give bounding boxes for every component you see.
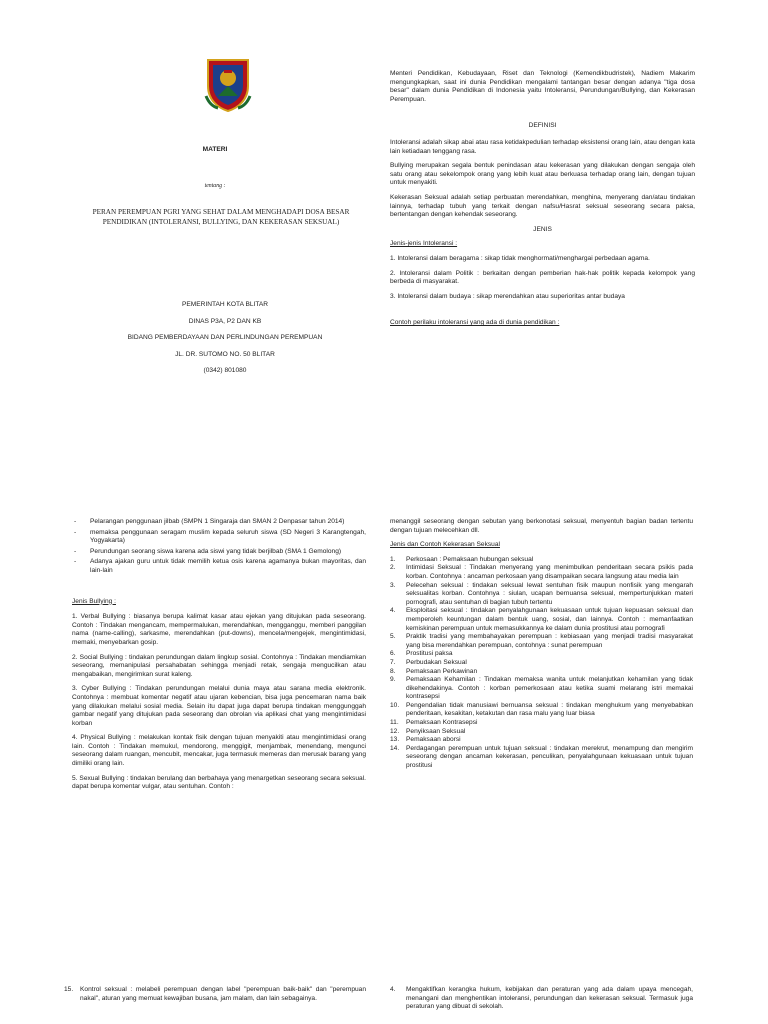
list-item: 12. Penyiksaan Seksual: [390, 727, 466, 735]
sexual-bullying-continued: menanggil seseorang dengan sebutan yang berkonotasi seksual, menyentuh bagian badan tertentu dengan tujuan melecehkan dll.: [390, 518, 693, 534]
org-line: BIDANG PEMBERDAYAAN DAN PERLINDUNGAN PEREMPUAN: [127, 334, 323, 342]
bullying-item: 4. Physical Bullying : melakukan kontak fisik dengan tujuan menyakiti atau mengintimidasi orang lain. Contoh : Tindakan memukul, mendorong, menggigit, menjambak, menendang, mengunci seseorang dalam ruangan, mencubit, mencakar, juga termasuk memeras dan merusak barang yang dimiliki orang lain.: [72, 734, 366, 768]
list-item: 14. Perdagangan perempuan untuk tujuan seksual : tindakan merekrut, menampung dan mengirim seseorang dengan ancaman kekerasan, penculikan, penyalahgunaan kekuasaan untuk tujuan prostitusi: [390, 744, 693, 770]
definisi-intoleransi: Intoleransi adalah sikap abai atau rasa ketidakpedulian terhadap eksistensi orang lain, atau dengan kata lain ketiadaan tenggang rasa.: [390, 138, 695, 155]
cover: [70, 50, 380, 390]
page2-right-column: [390, 518, 693, 771]
list-item: 4. Mengaktifkan kerangka hukum, kebijakan dan peraturan yang ada dalam upaya mencegah, menangani dan menghentikan intoleransi, perundungan dan kekerasan seksual. Termasuk juga peraturan yang dibuat di sekolah.: [390, 986, 693, 1011]
jenis-intoleransi-item: 3. Intoleransi dalam budaya : sikap merendahkan atau superioritas antar budaya: [390, 292, 625, 300]
list-item: 9. Pemaksaan Kehamilan : Tindakan memaksa wanita untuk melanjutkan kehamilan yang tidak dikehendakinya. Contoh : korban pemerkosaan atau ketika suami melarang istri memakai kontrasepsi: [390, 676, 693, 701]
list-item: - Perundungan seorang siswa karena ada siswi yang tidak berjilbab (SMA 1 Gemolong): [72, 548, 366, 557]
page3-left-column: [64, 986, 366, 1003]
materi-label: MATERI: [202, 146, 228, 153]
list-item: 8. Pemaksaan Perkawinan: [390, 667, 478, 675]
jenis-intoleransi-item: 2. Intoleransi dalam Politik : berkaitan dengan pemberian hak-hak politik kepada kelompok yang berbeda di masyarakat.: [390, 269, 695, 286]
list-item: 7. Perbudakan Seksual: [390, 658, 467, 666]
definisi-bullying: Bullying merupakan segala bentuk penindasan atau kekerasan yang dilakukan dengan sengaja oleh satu orang atau sekelompok orang yang lebih kuat atau berkuasa terhadap orang lain, dengan tujuan untuk menyakiti.: [390, 162, 695, 187]
contoh-intoleransi-title: Contoh perilaku intoleransi yang ada di dunia pendidikan :: [390, 319, 560, 327]
list-item: 5. Praktik tradisi yang membahayakan perempuan : kebiasaan yang menjadi tradisi masyarakat yang bisa merendahkan perempuan, contohnya : sunat perempuan: [390, 633, 693, 649]
list-item: 4. Eksploitasi seksual : tindakan penyalahgunaan kekuasaan untuk tujuan kepuasan seksual dan memperoleh keuntungan dalam bentuk uang, sosial, dan lainnya. Contoh : memanfaatkan kemiskinan perempuan untuk memasukkannya ke dalam dunia prostitusi atau pornografi: [390, 607, 693, 632]
list-item: 13. Pemaksaan aborsi: [390, 736, 461, 744]
page1-right-column: [390, 70, 695, 328]
list-item: - Pelarangan penggunaan jilbab (SMPN 1 Singaraja dan SMAN 2 Denpasar tahun 2014): [72, 518, 366, 527]
kekerasan-seksual-list: [390, 556, 693, 771]
bullying-item: 2. Social Bullying : tindakan perundungan dalam lingkup sosial. Contohnya : Tindakan mendiamkan seseorang, memanipulasi persahabatan sehingga menjadi retak, sengaja mengucilkan atau mengabaikan, mengirimkan surat kaleng.: [72, 653, 366, 678]
definisi-heading: DEFINISI: [528, 122, 557, 130]
jenis-intoleransi-title: Jenis-jenis Intoleransi :: [390, 240, 458, 248]
page2-left-column: [72, 518, 366, 798]
tentang-label: tentang :: [204, 183, 226, 189]
org-block: [70, 301, 380, 376]
page3-right-column: [390, 986, 693, 1012]
list-item: - Adanya ajakan guru untuk tidak memilih ketua osis karena agamanya bukan mayoritas, dan lain-lain: [72, 558, 366, 575]
org-line: DINAS P3A, P2 DAN KB: [188, 317, 262, 325]
blitar-emblem-logo: [204, 56, 252, 112]
definisi-kekerasan-seksual: Kekerasan Seksual adalah setiap perbuatan merendahkan, menghina, menyerang dan/atau tindakan lainnya, terhadap tubuh yang terkait dengan nafsu/Hasrat seksual seseorang secara paksa, bertentangan dengan kehendak seseorang.: [390, 193, 695, 219]
list-item: 15. Kontrol seksual : melabeli perempuan dengan label "perempuan baik-baik" dan "perempuan nakal", aturan yang memuat kewajiban busana, jam malam, dan lain sebagainya.: [64, 986, 366, 1002]
org-line: PEMERINTAH KOTA BLITAR: [181, 301, 269, 308]
list-item: 11. Pemaksaan Kontrasepsi: [390, 719, 478, 727]
pencegahan-list: [390, 986, 693, 1012]
bullying-item: 1. Verbal Bullying : biasanya berupa kalimat kasar atau ejekan yang ditujukan pada seseorang. Contoh : Tindakan mengancam, mempermalukan, merendahkan, mengganggu, memberi panggilan nama (name-calling), sarkasme, merendahkan (put-downs), mencela/mengejek, mengintimidasi, memaki, menyebarkan gosip.: [72, 613, 366, 646]
bullying-item: 3. Cyber Bullying : Tindakan perundungan melalui dunia maya atau sarana media elektronik. Contohnya : membuat komentar negatif atau ujaran kebencian, bisa juga pencemaran nama baik yang dilakukan melalui sosial media. Selain itu dapat juga dapat berupa tindakan menggunggah gambar negatif yang ditujukan pada seseorang dan obrolan via aplikasi chat yang mengintimidasi korban: [72, 685, 366, 727]
kekerasan-seksual-title: Jenis dan Contoh Kekerasan Seksual: [390, 541, 500, 549]
list-item: 6. Prostitusi paksa: [390, 650, 453, 658]
bullying-item: 5. Sexual Bullying : tindakan berulang dan berbahaya yang menargetkan seseorang secara seksual. dapat berupa komentar vulgar, atau sentuhan. Contoh :: [72, 774, 366, 791]
contoh-intoleransi-list: [72, 518, 366, 576]
org-line: (0342) 801080: [203, 367, 247, 375]
jenis-intoleransi-item: 1. Intoleransi dalam beragama : sikap tidak menghormati/menghargai perbedaan agama.: [390, 254, 650, 262]
jenis-bullying-title: Jenis Bullying :: [72, 597, 116, 605]
list-item: 1. Perkosaan : Pemaksaan hubungan seksual: [390, 555, 534, 563]
list-item: 3. Pelecehan seksual : tindakan seksual lewat sentuhan fisik maupun nonfisik yang mengarah seksualitas korban. Contohnya : siulan, ucapan bernuansa seksual, mempertunjukkan materi pornografi, atau sentuhan di bagian tubuh tertentu: [390, 581, 693, 606]
list-item: 2. Intimidasi Seksual : Tindakan menyerang yang menimbulkan penderitaan secara psikis pada korban. Contohnya : ancaman perkosaan yang disampaikan secara langsung atau media lain: [390, 564, 693, 580]
kekerasan-seksual-list-continued: [64, 986, 366, 1003]
jenis-heading: JENIS: [533, 225, 552, 233]
list-item: 10. Pengendalian tidak manusiawi bernuansa seksual : tindakan menghukum yang menyebabkan penderitaan, kesakitan, ketakutan dan rasa malu yang luar biasa: [390, 701, 693, 718]
org-line: JL. DR. SUTOMO NO. 50 BLITAR: [175, 350, 275, 358]
intro-paragraph: Menteri Pendidikan, Kebudayaan, Riset dan Teknologi (Kemendikbudristek), Nadiem Makarim mengungkapkan, saat ini dunia Pendidikan mengalami tantangan besar dengan adanya "tiga dosa besar" dalam dunia Pendidikan di Indonesia yaitu Intoleransi, Perundungan/Bullying, dan Kekerasan Perempuan.: [390, 70, 695, 103]
cover-title: PERAN PEREMPUAN PGRI YANG SEHAT DALAM MENGHADAPI DOSA BESAR PENDIDIKAN (INTOLERANSI, BULLYING, DAN KEKERASAN SEKSUAL): [92, 208, 350, 226]
list-item: - memaksa penggunaan seragam muslim kepada seluruh siswa (SD Negeri 3 Karangtengah, Yogyakarta): [72, 529, 366, 546]
